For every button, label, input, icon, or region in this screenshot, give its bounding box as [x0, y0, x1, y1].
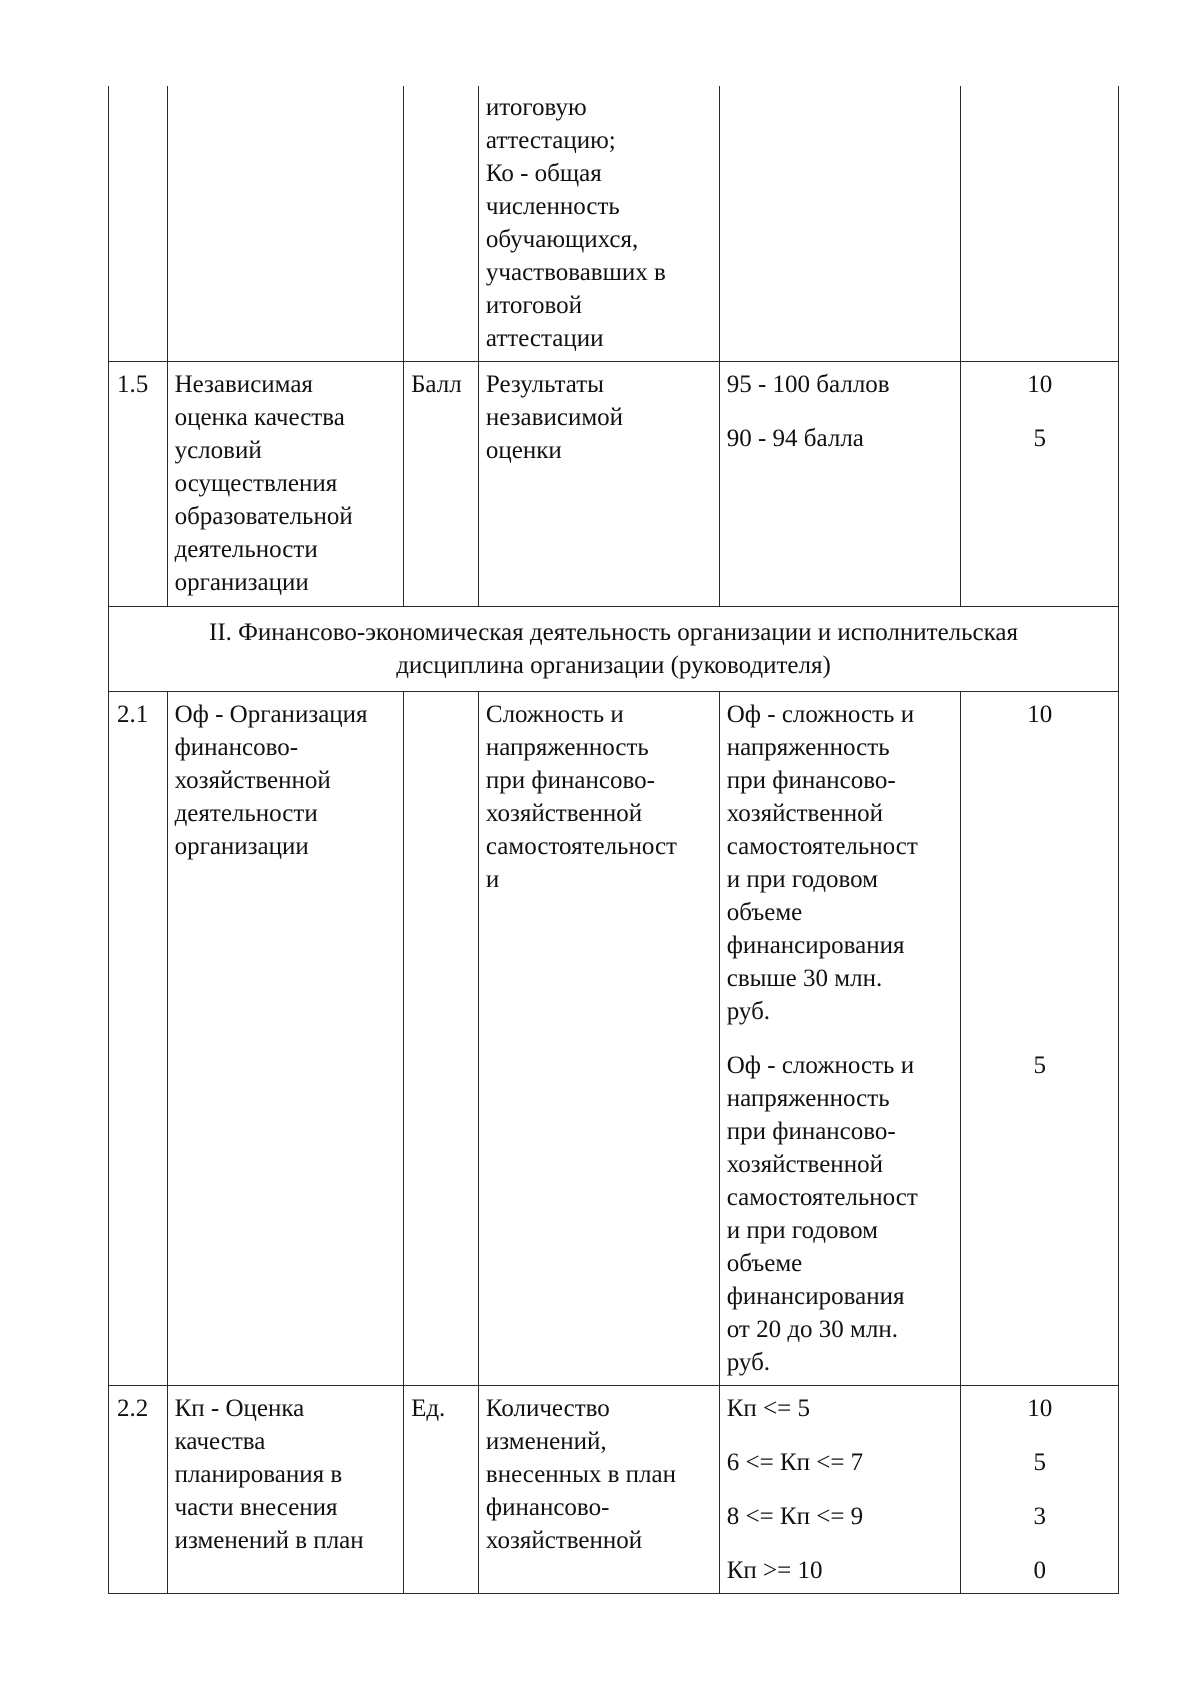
name-line: финансово-	[174, 734, 299, 761]
condition-line: хозяйственной	[726, 800, 883, 827]
cell-name	[167, 692, 403, 1386]
name-line: деятельности	[174, 536, 318, 563]
name-line: качества	[174, 1428, 266, 1455]
cell-num	[109, 86, 168, 362]
row-number: 1.5	[109, 362, 168, 607]
condition-line: финансирования	[726, 1283, 905, 1310]
name-line: Кп - Оценка	[174, 1395, 305, 1422]
name-line: оценка качества	[174, 404, 345, 431]
condition-text: 6 <= Кп <= 7	[726, 1449, 864, 1476]
criterion-line: изменений,	[485, 1428, 607, 1455]
score-value: 5	[1033, 1052, 1047, 1079]
condition-text: Кп >= 10	[726, 1557, 823, 1584]
condition-line: самостоятельност	[726, 833, 918, 860]
score-value: 10	[1027, 371, 1053, 398]
condition-line: руб.	[726, 998, 771, 1025]
condition-line: при финансово-	[726, 1118, 896, 1145]
condition-line: напряженность	[726, 734, 890, 761]
table-row-2-1	[109, 692, 1119, 1386]
condition-line: Оф - сложность и	[726, 701, 915, 728]
criterion-line: Количество	[485, 1395, 610, 1422]
criterion-line: при финансово-	[485, 767, 655, 794]
criterion-line: хозяйственной	[485, 800, 643, 827]
criterion-line: Сложность и	[485, 701, 624, 728]
score-value: 5	[1033, 1449, 1047, 1476]
cell-name	[167, 1386, 403, 1594]
criterion-line: Ко - общая	[485, 160, 602, 187]
condition-text: 95 - 100 баллов	[726, 371, 890, 398]
criterion-line: напряженность	[485, 734, 649, 761]
score-value: 5	[1033, 425, 1047, 452]
row-number: 2.2	[109, 1386, 168, 1594]
criterion-line: участвовавших в	[485, 259, 666, 286]
condition-line: хозяйственной	[726, 1151, 883, 1178]
criterion-line: внесенных в план	[485, 1461, 676, 1488]
cell-conditions	[719, 86, 960, 362]
document-page	[108, 86, 1119, 1594]
criterion-line: и	[485, 866, 500, 893]
name-line: организации	[174, 833, 309, 860]
section-title-line: дисциплина организации (руководителя)	[396, 652, 831, 679]
criterion-line: независимой	[485, 404, 624, 431]
condition-line: объеме	[726, 899, 803, 926]
name-line: хозяйственной	[174, 767, 331, 794]
criterion-line: финансово-	[485, 1494, 610, 1521]
criterion-line: обучающихся,	[485, 226, 639, 253]
condition-text: 90 - 94 балла	[726, 425, 864, 452]
cell-criterion	[478, 692, 719, 1386]
name-line: планирования в	[174, 1461, 343, 1488]
condition-line: при финансово-	[726, 767, 896, 794]
condition-line: напряженность	[726, 1085, 890, 1112]
row-number: 2.1	[109, 692, 168, 1386]
section-header-row	[109, 607, 1119, 692]
score-value: 10	[1027, 1395, 1053, 1422]
condition-line: и при годовом	[726, 1217, 878, 1244]
condition-line: и при годовом	[726, 866, 878, 893]
table-row-1-5	[109, 362, 1119, 607]
criterion-line: итоговую	[485, 94, 587, 121]
condition-line: объеме	[726, 1250, 803, 1277]
condition-line: руб.	[726, 1349, 771, 1376]
name-line: образовательной	[174, 503, 353, 530]
criterion-line: аттестации	[485, 325, 604, 352]
name-line: организации	[174, 569, 309, 596]
criterion-line: численность	[485, 193, 620, 220]
criterion-line: хозяйственной	[485, 1527, 643, 1554]
name-line: изменений в план	[174, 1527, 364, 1554]
name-line: Независимая	[174, 371, 313, 398]
section-title-line: II. Финансово-экономическая деятельность организации и исполнительская	[209, 619, 1018, 646]
cell-score	[960, 86, 1118, 362]
condition-line: финансирования	[726, 932, 905, 959]
cell-unit: Балл	[404, 362, 479, 607]
table-row-continuation	[109, 86, 1119, 362]
cell-unit	[404, 692, 479, 1386]
condition-text: Кп <= 5	[726, 1395, 810, 1422]
condition-text: 8 <= Кп <= 9	[726, 1503, 864, 1530]
condition-line: от 20 до 30 млн.	[726, 1316, 898, 1343]
criterion-line: Результаты	[485, 371, 604, 398]
name-line: части внесения	[174, 1494, 338, 1521]
cell-criterion	[478, 86, 719, 362]
cell-score	[960, 362, 1118, 607]
cell-criterion	[478, 362, 719, 607]
cell-name	[167, 362, 403, 607]
table-row-2-2	[109, 1386, 1119, 1594]
criterion-line: оценки	[485, 437, 562, 464]
score-value: 3	[1033, 1503, 1047, 1530]
condition-line: свыше 30 млн.	[726, 965, 883, 992]
criterion-line: аттестацию;	[485, 127, 616, 154]
cell-score	[960, 692, 1118, 1386]
criterion-line: итоговой	[485, 292, 583, 319]
condition-line: самостоятельност	[726, 1184, 918, 1211]
cell-conditions	[719, 362, 960, 607]
name-line: деятельности	[174, 800, 318, 827]
section-title	[109, 607, 1119, 692]
cell-conditions	[719, 692, 960, 1386]
criterion-line: самостоятельност	[485, 833, 677, 860]
name-line: осуществления	[174, 470, 338, 497]
cell-criterion	[478, 1386, 719, 1594]
cell-conditions	[719, 1386, 960, 1594]
cell-unit: Ед.	[404, 1386, 479, 1594]
condition-line: Оф - сложность и	[726, 1052, 915, 1079]
score-value: 0	[1033, 1557, 1047, 1584]
cell-name	[167, 86, 403, 362]
cell-score	[960, 1386, 1118, 1594]
criteria-table	[108, 86, 1119, 1594]
name-line: Оф - Организация	[174, 701, 368, 728]
cell-unit	[404, 86, 479, 362]
name-line: условий	[174, 437, 262, 464]
score-value: 10	[1027, 701, 1053, 728]
